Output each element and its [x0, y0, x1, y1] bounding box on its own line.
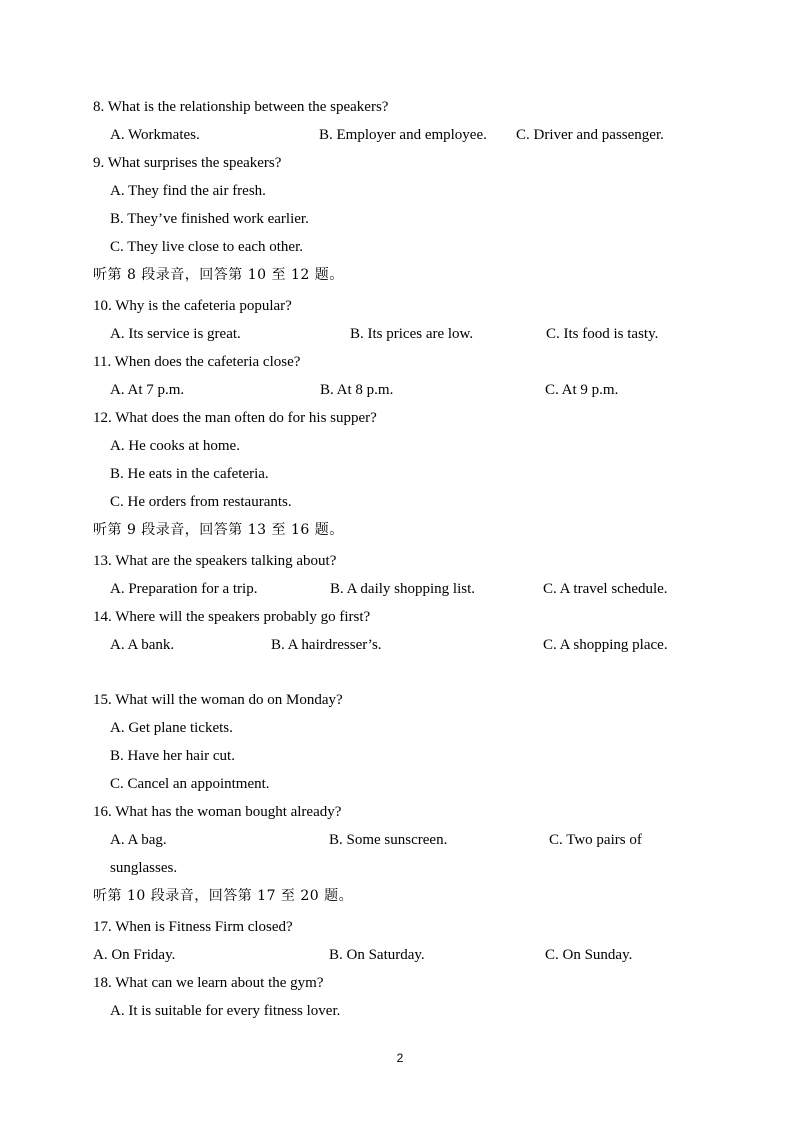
option-15b: B. Have her hair cut.	[110, 748, 235, 764]
option-17b: B. On Saturday.	[329, 947, 425, 963]
option-13a: A. Preparation for a trip.	[110, 581, 258, 597]
section-heading-10: 听第 10 段录音，回答第 17 至 20 题。	[93, 888, 354, 904]
option-17a: A. On Friday.	[93, 947, 176, 963]
option-9b: B. They’ve finished work earlier.	[110, 211, 309, 227]
option-12b: B. He eats in the cafeteria.	[110, 466, 269, 482]
question-8: 8. What is the relationship between the speakers?	[93, 99, 389, 115]
option-8b: B. Employer and employee.	[319, 127, 487, 143]
option-13b: B. A daily shopping list.	[330, 581, 476, 597]
option-15a: A. Get plane tickets.	[110, 720, 233, 736]
option-13c: C. A travel schedule.	[543, 581, 668, 597]
option-14c: C. A shopping place.	[543, 637, 668, 653]
option-16c-continued: sunglasses.	[110, 860, 178, 876]
question-14: 14. Where will the speakers probably go first?	[93, 609, 371, 625]
option-9c: C. They live close to each other.	[110, 239, 304, 255]
question-11: 11. When does the cafeteria close?	[93, 354, 301, 370]
question-9: 9. What surprises the speakers?	[93, 155, 282, 171]
option-16a: A. A bag.	[110, 832, 167, 848]
question-13: 13. What are the speakers talking about?	[93, 553, 337, 569]
option-16c: C. Two pairs of	[549, 832, 642, 848]
option-10a: A. Its service is great.	[110, 326, 241, 342]
option-15c: C. Cancel an appointment.	[110, 776, 270, 792]
option-12a: A. He cooks at home.	[110, 438, 240, 454]
option-10c: C. Its food is tasty.	[546, 326, 659, 342]
option-11b: B. At 8 p.m.	[320, 382, 394, 398]
page-number: 2	[396, 1051, 404, 1065]
question-12: 12. What does the man often do for his supper?	[93, 410, 377, 426]
option-17c: C. On Sunday.	[545, 947, 633, 963]
question-10: 10. Why is the cafeteria popular?	[93, 298, 292, 314]
section-heading-8: 听第 8 段录音，回答第 10 至 12 题。	[93, 267, 344, 283]
option-11c: C. At 9 p.m.	[545, 382, 619, 398]
option-18a: A. It is suitable for every fitness lover.	[110, 1003, 341, 1019]
option-10b: B. Its prices are low.	[350, 326, 474, 342]
question-18: 18. What can we learn about the gym?	[93, 975, 324, 991]
option-11a: A. At 7 p.m.	[110, 382, 185, 398]
option-9a: A. They find the air fresh.	[110, 183, 266, 199]
option-16b: B. Some sunscreen.	[329, 832, 448, 848]
question-16: 16. What has the woman bought already?	[93, 804, 342, 820]
question-17: 17. When is Fitness Firm closed?	[93, 919, 293, 935]
option-14a: A. A bank.	[110, 637, 175, 653]
option-8a: A. Workmates.	[110, 127, 200, 143]
section-heading-9: 听第 9 段录音，回答第 13 至 16 题。	[93, 522, 344, 538]
option-14b: B. A hairdresser’s.	[271, 637, 382, 653]
question-15: 15. What will the woman do on Monday?	[93, 692, 343, 708]
option-8c: C. Driver and passenger.	[516, 127, 664, 143]
option-12c: C. He orders from restaurants.	[110, 494, 292, 510]
